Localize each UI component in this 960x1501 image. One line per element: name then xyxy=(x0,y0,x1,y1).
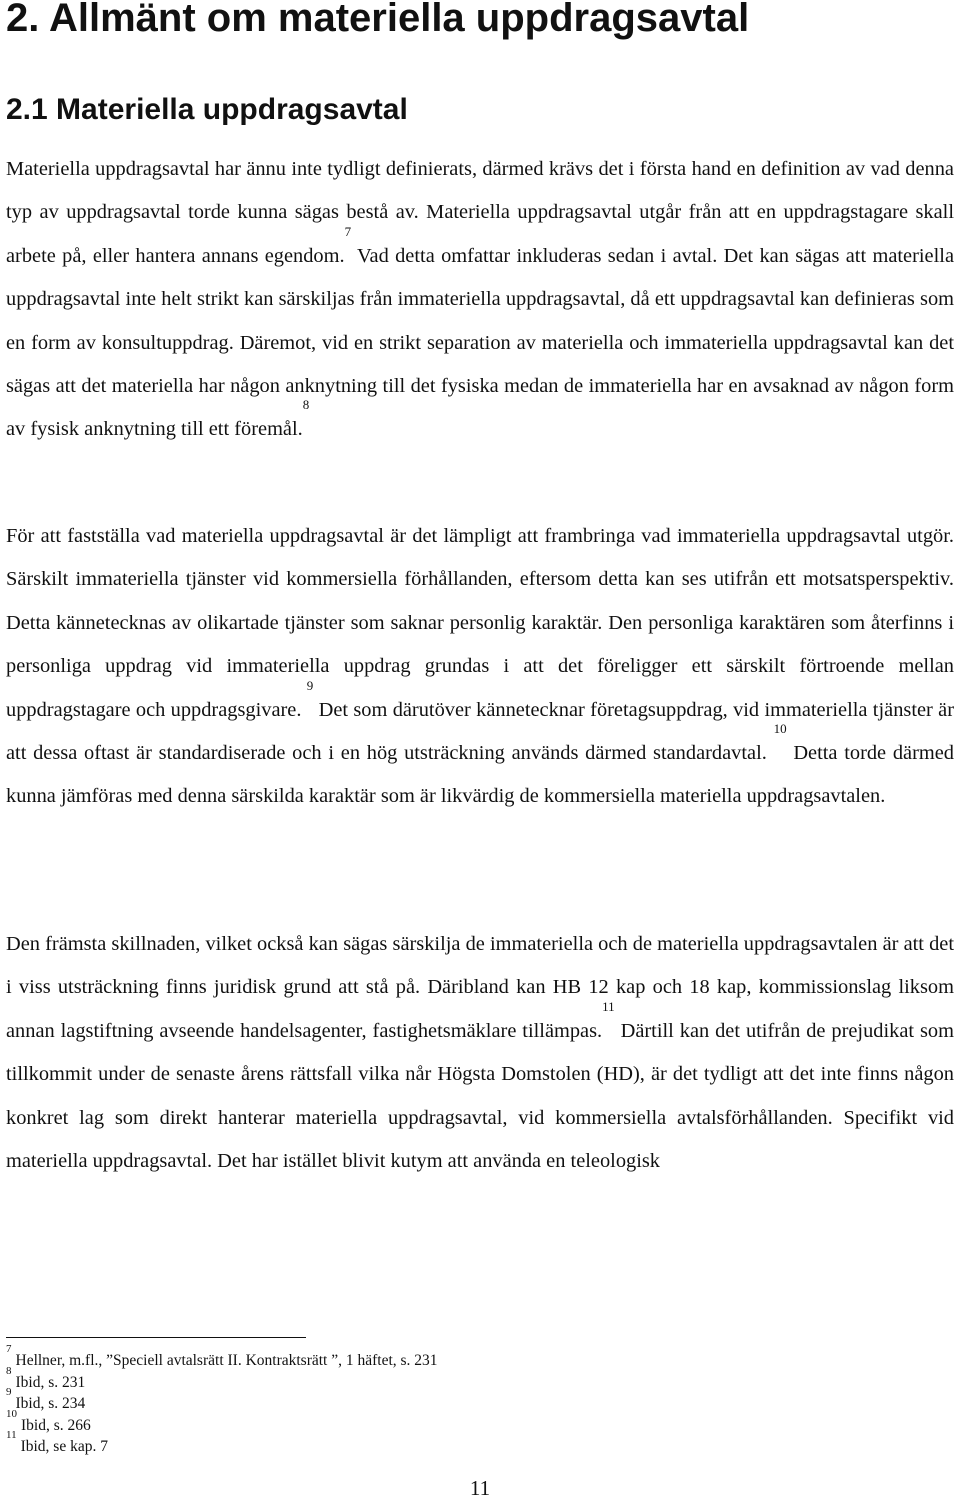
footnote-item xyxy=(6,1407,946,1437)
paragraph-text: Vad detta omfattar inkluderas sedan i avtal. Det kan sägas att materiella uppdragsavtal inte helt strikt kan särskiljas från immateriella uppdragsavtal, då ett uppdragsavtal kan definieras som en form av konsultuppdrag. Däremot, vid en strikt separation av materiella och immateriella uppdragsavtal kan det sägas att det materiella har någon anknytning till det fysiska medan de immateriella har en avsaknad av någon form av fysisk anknytning till ett föremål. xyxy=(6,244,954,441)
footnote-text: Ibid, se kap. 7 xyxy=(20,1438,108,1455)
footnote-number: 8 xyxy=(6,1364,12,1377)
footnote-text: Ibid, s. 266 xyxy=(21,1416,91,1434)
footnote-item xyxy=(6,1343,946,1372)
paragraph-text: Materiella uppdragsavtal har ännu inte tydligt definierats, därmed krävs det i första hand en definition av vad denna typ av uppdragsavtal torde kunna sägas bestå av. Materiella uppdragsavtal utgår från att en uppdragstagare skall arbete på, eller hantera annans egendom. xyxy=(6,158,954,267)
paragraph-text: Den främsta skillnaden, vilket också kan sägas särskilja de immateriella och de materiella uppdragsavtalen är att det i viss utsträckning finns juridisk grund att stå på. Däribland kan HB 12 kap och 18 kap, kommissionslag liksom annan lagstiftning avseende handelsagenter, fastighetsmäklare tillämpas. xyxy=(6,933,954,1042)
section-heading: 2.1 Materiella uppdragsavtal xyxy=(6,93,408,126)
footnote-reference: 8 xyxy=(302,397,310,413)
footnote-item xyxy=(6,1386,946,1415)
footnote-separator xyxy=(6,1337,306,1338)
paragraph-text: För att fastställa vad materiella uppdragsavtal är det lämpligt att frambringa vad immateriella uppdragsavtal utgör. Särskilt immateriella tjänster vid kommersiella förhållanden, eftersom detta kan ses utifrån ett motsatsperspektiv. Detta kännetecknas av olikartade tjänster som saknar personlig karaktär. Den personliga karaktären som återfinns i personliga uppdrag vid immateriella uppdrag grundas i att det föreligger ett särskilt förtroende mellan uppdragstagare och uppdragsgivare. xyxy=(6,525,954,721)
chapter-heading: 2. Allmänt om materiella uppdragsavtal xyxy=(6,0,750,40)
body-paragraph-2 xyxy=(6,515,954,819)
footnote-text: Ibid, s. 234 xyxy=(15,1395,86,1412)
footnote-reference: 7 xyxy=(344,223,352,239)
body-paragraph-3 xyxy=(6,923,954,1183)
page-number: 11 xyxy=(469,1476,491,1500)
footnote-text: Hellner, m.fl., ”Speciell avtalsrätt II. Kontraktsrätt ”, 1 häftet, s. 231 xyxy=(15,1352,438,1369)
footnote-number: 7 xyxy=(6,1343,12,1355)
footnote-reference: 10 xyxy=(773,721,787,737)
paragraph-text: Detta torde därmed kunna jämföras med denna särskilda karaktär som är likvärdig de kommersiella materiella uppdragsavtalen. xyxy=(6,742,954,808)
footnote-number: 10 xyxy=(6,1407,17,1420)
footnote-number: 11 xyxy=(6,1429,17,1441)
paragraph-text: Därtill kan det utifrån de prejudikat som tillkommit under de senaste årens rättsfall vilka når Högsta Domstolen (HD), är det tydligt att det inte finns någon konkret lag som direkt hanterar materiella uppdragsavtal, vid kommersiella avtalsförhållanden. Specifikt vid materiella uppdragsavtal. Det har istället blivit kutym att använda en teleologisk xyxy=(6,1019,954,1173)
footnote-text: Ibid, s. 231 xyxy=(15,1373,86,1391)
footnote-reference: 11 xyxy=(602,998,615,1014)
footnote-item xyxy=(6,1364,946,1394)
body-paragraph-1 xyxy=(6,148,954,452)
footnote-number: 9 xyxy=(6,1386,12,1398)
footnote-item xyxy=(6,1429,946,1458)
paragraph-text: Det som därutöver kännetecknar företagsuppdrag, vid immateriella tjänster är att dessa oftast är standardiserade och i en hög utsträckning används därmed standardavtal. xyxy=(6,698,954,765)
footnotes-list xyxy=(6,1343,946,1458)
footnote-reference: 9 xyxy=(306,677,314,693)
